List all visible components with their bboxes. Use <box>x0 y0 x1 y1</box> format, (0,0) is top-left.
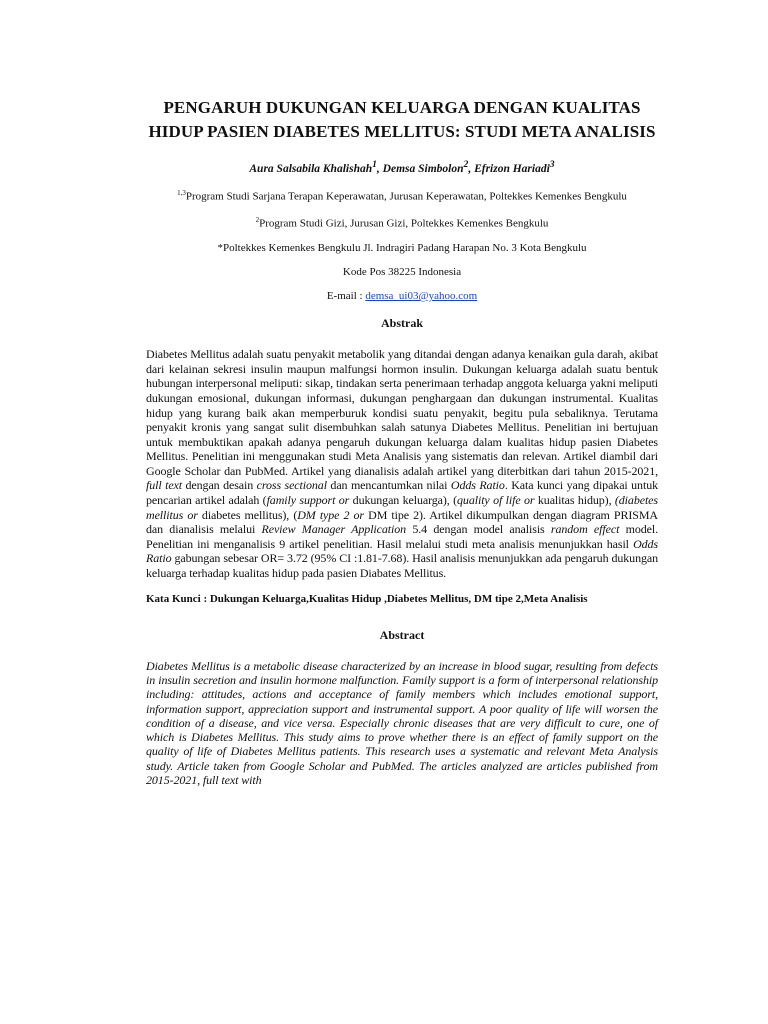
paper-title: PENGARUH DUKUNGAN KELUARGA DENGAN KUALITAS HIDUP PASIEN DIABETES MELLITUS: STUDI META ANALISIS <box>148 98 656 141</box>
email-label: E-mail : <box>326 290 366 303</box>
author-sup: 2 <box>463 159 469 170</box>
abstrak-text: DM tipe 2). Artikel dikumpulkan dengan diagram PRISMA dan dianalisis melalui <box>146 507 658 537</box>
abstrak-heading: Abstrak <box>380 316 423 331</box>
abstrak-text: . Kata kunci yang dipakai untuk pencarian artikel adalah ( <box>146 478 658 508</box>
abstrak-italic: random effect <box>550 522 620 537</box>
email-link[interactable]: demsa_ui03@yahoo.com <box>365 290 478 303</box>
abstract-heading: Abstract <box>379 627 425 642</box>
author-sup: 1 <box>372 159 377 170</box>
abstrak-italic: (diabetes mellitus or <box>146 493 658 522</box>
abstrak-text: diabetes mellitus), ( <box>197 507 298 522</box>
abstrak-italic: quality of life or <box>457 493 535 508</box>
abstrak-italic: Odds Ratio <box>146 536 658 566</box>
abstrak-italic: Odds Ratio <box>450 478 505 493</box>
author-name: Demsa Simbolon <box>382 162 464 175</box>
abstrak-text: kualitas hidup), <box>534 493 615 508</box>
abstrak-text: dengan desain <box>182 478 257 493</box>
abstrak-text: 5.4 dengan model analisis <box>406 522 551 537</box>
affiliation-text: Program Studi Sarjana Terapan Keperawatan, Jurusan Keperawatan, Poltekkes Kemenkes Bengkulu <box>185 190 627 203</box>
affiliation-2 <box>146 213 658 231</box>
email-line <box>146 289 658 303</box>
author-sup: 3 <box>549 159 555 170</box>
abstrak-text: dan mencantumkan nilai <box>326 478 451 493</box>
abstrak-italic: cross sectional <box>256 478 327 493</box>
abstrak-text: gabungan sebesar OR= 3.72 (95% CI :1.81-7.68). Hasil analisis menunjukkan ada pengaruh dukungan keluarga terhadap kualitas hidup pada pasien Diabates Mellitus. <box>146 551 658 581</box>
author-name: Aura Salsabila Khalishah <box>249 162 373 175</box>
abstrak-text: model. Penelitian ini menganalisis 9 artikel penelitian. Hasil melalui studi meta analisis menunjukkan hasil <box>146 522 658 551</box>
abstrak-italic: DM type 2 or <box>297 507 365 522</box>
affiliation-text: Program Studi Gizi, Jurusan Gizi, Poltekkes Kemenkes Bengkulu <box>259 218 549 231</box>
author-list: Aura Salsabila Khalishah$^1$, Demsa Simbolon$^2$, Efrizon Hariadi$^3$ <box>249 159 555 175</box>
document-page <box>146 96 658 787</box>
affiliation-sup: 2 <box>255 216 260 225</box>
abstrak-text: Diabetes Mellitus adalah suatu penyakit metabolik yang ditandai dengan adanya kenaikan gula darah, akibat dari kelainan sekresi insulin maupun malfungsi hormon insulin. Dukungan keluarga adalah suatu bentuk hubungan interpersonal meliputi: sikap, tindakan serta penerimaan terhadap anggota keluarga yakni meliputi dukungan emosional, dukungan informasi, dukungan penghargaan dan dukungan instrumental. Kualitas hidup yang kurang baik akan memperburuk kondisi suatu penyakit, begitu pula sebaliknya. Terutama penyakit kronis yang sangat sulit disembuhkan salah satunya Diabetes Mellitus. Penelitian ini bertujuan untuk membuktikan apakah adanya pengaruh dukungan keluarga dalam kualitas hidup pasien Diabetes Mellitus. Penelitian ini menggunakan studi Meta Analisis yang sistematis dan relevan. Artikel diambil dari Google Scholar dan PubMed. Artikel yang dianalisis adalah artikel yang diterbitkan dari tahun 2015-2021, <box>146 347 658 478</box>
abstract-body: Diabetes Mellitus is a metabolic disease characterized by an increase in blood sugar, resulting from defects in insulin secretion and insulin hormone malfunction. Family support is a form of interpersonal relationship including: attitudes, actions and acceptance of family members which includes emotional support, information support, appreciation support and instrumental support. A poor quality of life will worsen the condition of a disease, and vice versa. Especially chronic diseases that are very difficult to cure, one of which is Diabetes Mellitus. This study aims to prove whether there is an effect of family support on the quality of life of Diabetes Mellitus patients. This research uses a systematic and relevant Meta Analysis study. Article taken from Google Scholar and PubMed. The articles analyzed are articles published from 2015-2021, full text with <box>146 658 658 788</box>
abstrak-body <box>146 347 658 581</box>
keywords-line: Kata Kunci : Dukungan Keluarga,Kualitas Hidup ,Diabetes Mellitus, DM tipe 2,Meta Analisis <box>146 592 588 605</box>
abstrak-text: dukungan keluarga), ( <box>349 493 458 508</box>
affiliation-sup: 1,3 <box>177 188 186 197</box>
abstrak-italic: full text <box>146 478 183 493</box>
author-name: Efrizon Hariadi <box>474 162 550 175</box>
abstrak-italic: Review Manager Application <box>261 522 407 537</box>
abstrak-italic: family support or <box>266 493 350 508</box>
affiliation-1 <box>146 186 658 204</box>
postal-code: Kode Pos 38225 Indonesia <box>342 266 462 279</box>
institution-address: *Poltekkes Kemenkes Bengkulu Jl. Indragiri Padang Harapan No. 3 Kota Bengkulu <box>217 242 587 255</box>
